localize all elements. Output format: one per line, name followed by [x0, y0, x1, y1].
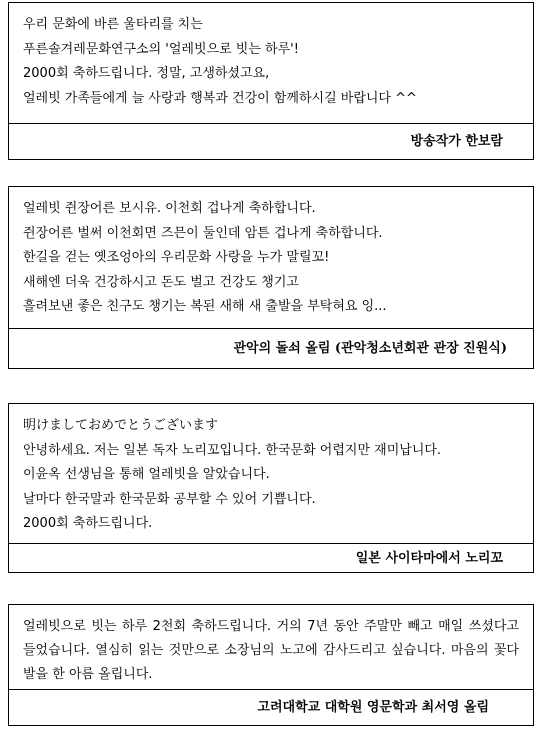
- letter-signature: 고려대학교 대학원 영문학과 최서영 올림: [9, 689, 533, 725]
- letter-line: 얼레빗 쥔장어른 보시유. 이천회 겁나게 축하합니다.: [23, 201, 316, 216]
- letter-box-3: [8, 403, 534, 573]
- letter-line: 쥔장어른 벌써 이천회면 즈믄이 둘인데 암튼 겁나게 축하합니다.: [23, 225, 383, 241]
- letter-box-1: [8, 2, 534, 160]
- letter-body: [9, 404, 533, 537]
- letter-box-2: [8, 186, 534, 369]
- letter-paragraph: 얼레빗으로 빗는 하루 2천회 축하드립니다. 거의 7년 동안 주말만 빼고 매일 쓰셨다고 들었습니다. 열심히 읽는 것만으로 소장님의 노고에 감사드리고 싶습니다. 마음의 꽃다발을 한 아름 올립니다.: [23, 619, 519, 682]
- letter-line: 흘려보낸 좋은 친구도 챙기는 복된 새해 새 출발을 부탁혀요 잉...: [23, 299, 387, 314]
- letter-body: [9, 187, 533, 320]
- letter-line: 2000회 축하드립니다. 정말, 고생하셨고요,: [23, 66, 270, 81]
- letter-body: [9, 605, 533, 687]
- letter-line: 우리 문화에 바른 울타리를 치는: [23, 17, 203, 32]
- letter-line: 이윤옥 선생님을 통해 얼레빗을 알았습니다.: [23, 467, 270, 482]
- letter-line: 푸른솔겨레문화연구소의 '얼레빗으로 빗는 하루'!: [23, 41, 299, 57]
- letter-line: 얼레빗 가족들에게 늘 사랑과 행복과 건강이 함께하시길 바랍니다 ^^: [23, 90, 417, 106]
- letter-line: 안녕하세요. 저는 일본 독자 노리꼬입니다. 한국문화 어렵지만 재미납니다.: [23, 442, 442, 458]
- letter-line: 날마다 한국말과 한국문화 공부할 수 있어 기쁩니다.: [23, 491, 316, 507]
- letter-line: 明けましておめでとうございます: [23, 418, 219, 433]
- letter-line: 새해엔 더욱 건강하시고 돈도 벌고 건강도 챙기고: [23, 274, 299, 290]
- letter-box-4: [8, 604, 534, 726]
- letter-signature: 관악의 돌쇠 올림 (관악청소년회관 관장 진원식): [9, 328, 533, 368]
- letter-body: [9, 3, 533, 111]
- letter-line: 2000회 축하드립니다.: [23, 516, 153, 531]
- letter-signature: 일본 사이타마에서 노리꼬: [9, 543, 533, 572]
- letter-signature: 방송작가 한보람: [9, 123, 533, 159]
- letter-line: 한길을 걷는 옛조엉아의 우리문화 사랑을 누가 말릴꼬!: [23, 250, 330, 265]
